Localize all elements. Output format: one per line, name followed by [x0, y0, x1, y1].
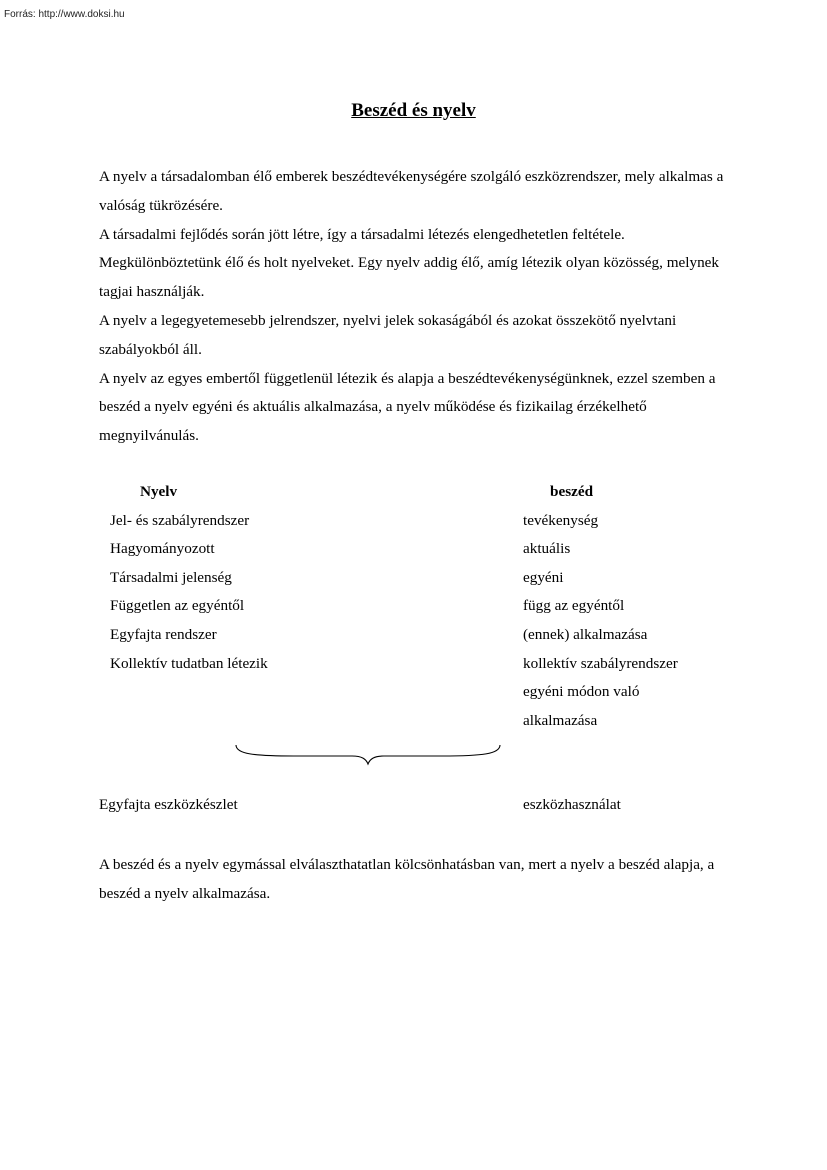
paragraph: A nyelv a legegyetemesebb jelrendszer, nyelvi jelek sokaságából és azokat összekötő nyelvtani szabályokból áll.	[99, 311, 677, 358]
beszed-item: tevékenység	[523, 511, 599, 529]
paragraph: Megkülönböztetünk élő és holt nyelveket. Egy nyelv addig élő, amíg létezik olyan közösség, melynek tagjai használják.	[99, 254, 720, 301]
nyelv-item: Kollektív tudatban létezik	[110, 654, 268, 672]
paragraph: A társadalmi fejlődés során jött létre, így a társadalmi létezés elengedhetetlen feltétele.	[99, 225, 625, 243]
beszed-heading: beszéd	[550, 483, 594, 500]
beszed-item: alkalmazása	[523, 711, 598, 729]
beszed-item: kollektív szabályrendszer	[523, 654, 678, 672]
source-url: Forrás: http://www.doksi.hu	[4, 9, 125, 20]
curly-brace-icon	[234, 742, 502, 768]
conclusion-paragraph: A beszéd és a nyelv egymással elválaszthatatlan kölcsönhatásban van, mert a nyelv a beszéd alapja, a beszéd a nyelv alkalmazása.	[99, 856, 715, 902]
beszed-item: egyéni módon való	[523, 683, 640, 701]
paragraph: A nyelv az egyes embertől függetlenül létezik és alapja a beszédtevékenységünknek, ezzel szemben a beszéd a nyelv egyéni és aktuális alkalmazása, a nyelv működése és fizikailag érzékelhető megnyilvánulás.	[99, 369, 716, 445]
beszed-item: függ az egyéntől	[523, 597, 625, 615]
nyelv-column	[110, 478, 268, 678]
beszed-item: (ennek) alkalmazása	[523, 625, 648, 643]
nyelv-item: Jel- és szabályrendszer	[110, 511, 250, 529]
paragraph: A nyelv a társadalomban élő emberek beszédtevékenységére szolgáló eszközrendszer, mely alkalmas a valóság tükrözésére.	[99, 168, 724, 214]
nyelv-item: Független az egyéntől	[110, 597, 245, 615]
nyelv-heading: Nyelv	[140, 483, 178, 500]
beszed-item: egyéni	[523, 568, 564, 586]
nyelv-item: Hagyományozott	[110, 540, 215, 558]
nyelv-item: Egyfajta rendszer	[110, 625, 217, 643]
nyelv-item: Társadalmi jelenség	[110, 568, 232, 586]
beszed-item: aktuális	[523, 540, 571, 558]
beszed-summary: eszközhasználat	[523, 796, 621, 813]
body-text	[99, 163, 739, 451]
beszed-column	[523, 478, 678, 735]
page-title: Beszéd és nyelv	[351, 100, 476, 121]
nyelv-summary: Egyfajta eszközkészlet	[99, 796, 238, 813]
